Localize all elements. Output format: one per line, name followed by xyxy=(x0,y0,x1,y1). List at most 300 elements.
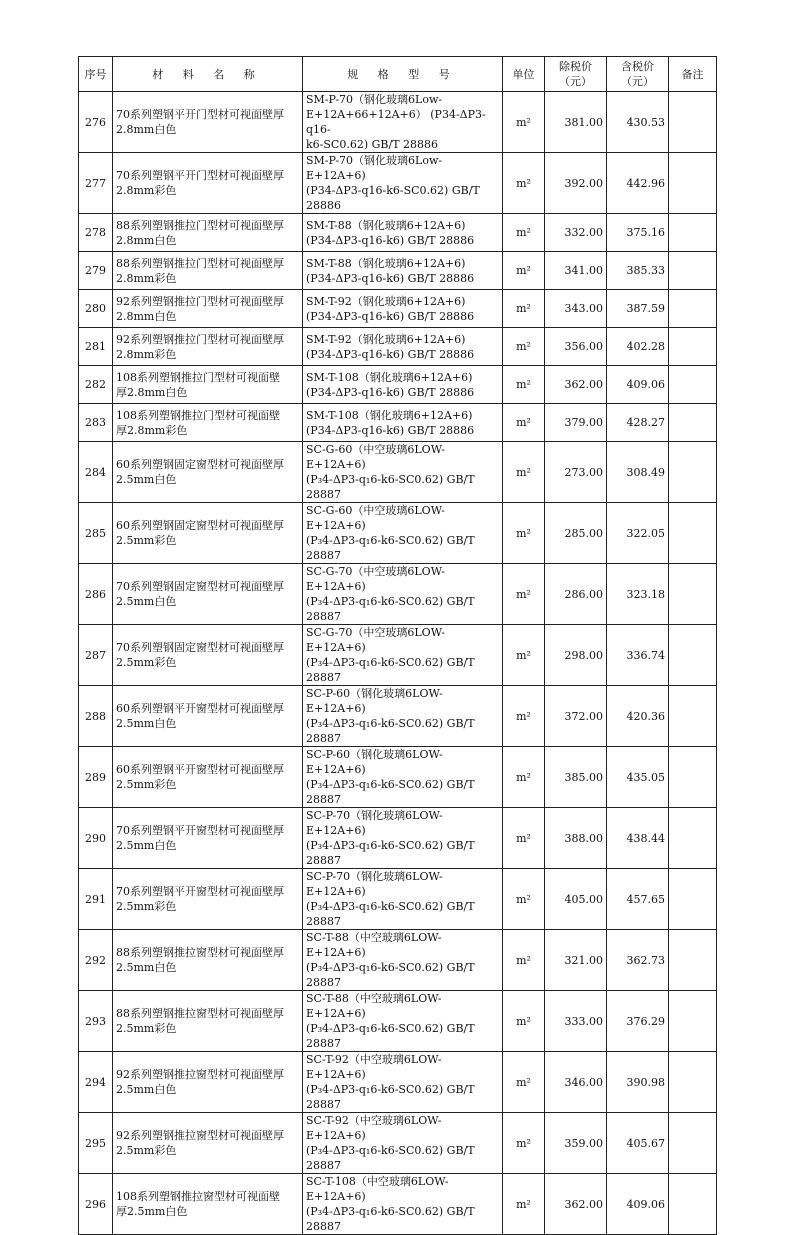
row-spec-line: (P₃4-ΔP3-q₁6-k6-SC0.62) GB/T xyxy=(306,1144,475,1157)
row-name-line: 108系列塑钢推拉窗型材可视面壁 xyxy=(116,1190,280,1203)
row-spec-line: SC-T-108（中空玻璃6LOW-E+12A+6) xyxy=(306,1175,449,1203)
row-spec xyxy=(303,686,503,747)
row-no-line: 277 xyxy=(85,176,106,190)
row-price-ex-line: 379.00 xyxy=(564,416,603,429)
row-spec-line: k6-SC0.62) GB/T 28886 xyxy=(306,138,439,151)
row-unit xyxy=(503,328,545,366)
row-price-ex-line: 381.00 xyxy=(564,115,603,129)
row-spec-line: SC-T-88（中空玻璃6LOW-E+12A+6) xyxy=(306,992,442,1020)
row-spec-line: SC-P-70（钢化玻璃6LOW-E+12A+6) xyxy=(306,870,443,898)
table-row xyxy=(79,808,717,869)
row-name-line: 92系列塑钢推拉窗型材可视面壁厚 xyxy=(116,1068,284,1081)
table-row xyxy=(79,92,717,153)
row-price-ex xyxy=(545,625,607,686)
row-no xyxy=(79,404,113,442)
row-no-line: 279 xyxy=(85,264,106,277)
row-spec-line: (P34-ΔP3-q16-k6) GB/T 28886 xyxy=(306,347,475,361)
row-no xyxy=(79,503,113,564)
row-name-line: 92系列塑钢推拉门型材可视面壁厚 xyxy=(116,294,284,308)
row-name xyxy=(113,747,303,808)
row-no-line: 282 xyxy=(85,378,106,391)
row-remark xyxy=(669,1052,717,1113)
row-remark xyxy=(669,1174,717,1235)
row-name xyxy=(113,625,303,686)
row-price-in-line: 390.98 xyxy=(626,1075,665,1089)
table-row xyxy=(79,442,717,503)
table-row xyxy=(79,625,717,686)
row-no xyxy=(79,92,113,153)
table-row xyxy=(79,366,717,404)
row-name-line: 厚2.8mm白色 xyxy=(116,385,188,399)
row-remark xyxy=(669,930,717,991)
row-spec xyxy=(303,808,503,869)
row-price-in xyxy=(607,503,669,564)
row-spec xyxy=(303,991,503,1052)
row-unit-line: m² xyxy=(516,264,531,277)
row-spec-line: SM-T-108（钢化玻璃6+12A+6) xyxy=(306,370,473,384)
row-name-line: 2.8mm白色 xyxy=(116,123,177,136)
row-no-line: 280 xyxy=(85,302,106,315)
row-spec-line: 28887 xyxy=(306,1098,341,1111)
row-price-in-line: 405.67 xyxy=(626,1136,665,1150)
row-price-ex xyxy=(545,92,607,153)
row-remark xyxy=(669,92,717,153)
row-name-line: 2.5mm白色 xyxy=(116,595,177,608)
row-name xyxy=(113,404,303,442)
row-spec-line: SC-G-70（中空玻璃6LOW-E+12A+6) xyxy=(306,565,445,593)
header-unit: 单位 xyxy=(503,57,545,92)
row-price-ex-line: 333.00 xyxy=(564,1014,603,1028)
row-unit xyxy=(503,366,545,404)
row-no-line: 284 xyxy=(85,465,106,479)
price-table xyxy=(78,56,717,1235)
row-unit xyxy=(503,252,545,290)
row-unit-line: m² xyxy=(516,465,531,479)
row-spec-line: 28887 xyxy=(306,1037,341,1050)
row-spec-line: SM-T-92（钢化玻璃6+12A+6) xyxy=(306,294,466,308)
row-no xyxy=(79,686,113,747)
row-name-line: 2.8mm彩色 xyxy=(116,271,177,285)
row-spec-line: SM-P-70（钢化玻璃6Low-E+12A+6) xyxy=(306,154,443,182)
row-price-in xyxy=(607,214,669,252)
row-spec-line: SC-T-92（中空玻璃6LOW-E+12A+6) xyxy=(306,1114,442,1142)
row-price-ex xyxy=(545,686,607,747)
row-price-in xyxy=(607,869,669,930)
row-name-line: 2.8mm彩色 xyxy=(116,184,177,197)
row-name xyxy=(113,930,303,991)
row-unit-line: m² xyxy=(516,709,531,723)
row-name-line: 88系列塑钢推拉窗型材可视面壁厚 xyxy=(116,946,284,959)
header-price-ex-unit: （元） xyxy=(559,75,592,88)
row-price-ex-line: 388.00 xyxy=(564,831,603,845)
row-spec-line: SC-P-60（钢化玻璃6LOW-E+12A+6) xyxy=(306,748,443,776)
row-name-line: 2.5mm白色 xyxy=(116,961,177,974)
row-unit xyxy=(503,869,545,930)
header-price-ex-label: 除税价 xyxy=(559,60,592,73)
row-price-in-line: 409.06 xyxy=(626,1197,665,1211)
row-unit-line: m² xyxy=(516,1014,531,1028)
row-price-in-line: 409.06 xyxy=(626,378,665,391)
row-price-in xyxy=(607,328,669,366)
row-no xyxy=(79,564,113,625)
row-no xyxy=(79,252,113,290)
row-price-ex-line: 385.00 xyxy=(564,770,603,784)
row-spec-line: (P₃4-ΔP3-q₁6-k6-SC0.62) GB/T xyxy=(306,534,475,547)
row-unit xyxy=(503,808,545,869)
row-name xyxy=(113,366,303,404)
row-price-ex xyxy=(545,808,607,869)
row-name xyxy=(113,1052,303,1113)
row-name-line: 108系列塑钢推拉门型材可视面壁 xyxy=(116,370,280,384)
row-unit-line: m² xyxy=(516,226,531,239)
row-unit xyxy=(503,686,545,747)
row-unit xyxy=(503,404,545,442)
row-no-line: 294 xyxy=(85,1075,106,1089)
row-remark xyxy=(669,503,717,564)
row-price-ex xyxy=(545,214,607,252)
row-price-in xyxy=(607,252,669,290)
row-no-line: 293 xyxy=(85,1014,106,1028)
row-price-in-line: 457.65 xyxy=(626,892,665,906)
row-unit xyxy=(503,564,545,625)
table-row xyxy=(79,153,717,214)
row-no xyxy=(79,991,113,1052)
header-price-ex xyxy=(545,57,607,92)
row-no xyxy=(79,1052,113,1113)
row-price-ex-line: 332.00 xyxy=(564,226,603,239)
table-row xyxy=(79,747,717,808)
row-unit xyxy=(503,442,545,503)
row-unit xyxy=(503,290,545,328)
row-spec-line: (P₃4-ΔP3-q₁6-k6-SC0.62) GB/T xyxy=(306,656,475,669)
row-no-line: 296 xyxy=(85,1197,106,1211)
row-spec xyxy=(303,564,503,625)
row-no-line: 283 xyxy=(85,416,106,429)
row-no-line: 281 xyxy=(85,340,106,353)
row-price-in-line: 402.28 xyxy=(626,340,665,353)
row-name xyxy=(113,92,303,153)
row-unit-line: m² xyxy=(516,378,531,391)
row-price-in xyxy=(607,991,669,1052)
row-unit xyxy=(503,930,545,991)
row-spec-line: SC-G-70（中空玻璃6LOW-E+12A+6) xyxy=(306,626,445,654)
row-unit-line: m² xyxy=(516,340,531,353)
row-unit xyxy=(503,1052,545,1113)
row-price-ex xyxy=(545,869,607,930)
row-price-in-line: 430.53 xyxy=(626,115,665,129)
row-price-in-line: 428.27 xyxy=(626,416,665,429)
row-unit-line: m² xyxy=(516,1075,531,1089)
row-name xyxy=(113,252,303,290)
row-remark xyxy=(669,564,717,625)
row-name xyxy=(113,564,303,625)
row-spec-line: 28887 xyxy=(306,732,341,745)
row-name-line: 2.5mm白色 xyxy=(116,717,177,730)
row-price-ex xyxy=(545,328,607,366)
row-no-line: 287 xyxy=(85,648,106,662)
row-remark xyxy=(669,808,717,869)
row-price-in xyxy=(607,686,669,747)
row-name-line: 2.5mm白色 xyxy=(116,839,177,852)
row-spec-line: (P34-ΔP3-q16-k6-SC0.62) GB/T xyxy=(306,184,480,197)
table-body xyxy=(79,92,717,1235)
table-row xyxy=(79,686,717,747)
row-name-line: 2.8mm白色 xyxy=(116,309,177,323)
row-name-line: 2.8mm白色 xyxy=(116,233,177,247)
row-name-line: 70系列塑钢平开门型材可视面壁厚 xyxy=(116,169,284,182)
row-spec-line: SM-T-88（钢化玻璃6+12A+6) xyxy=(306,256,466,270)
table-row xyxy=(79,214,717,252)
row-price-ex-line: 372.00 xyxy=(564,709,603,723)
row-remark xyxy=(669,328,717,366)
row-price-in-line: 376.29 xyxy=(626,1014,665,1028)
row-price-in xyxy=(607,153,669,214)
row-remark xyxy=(669,686,717,747)
row-price-in xyxy=(607,564,669,625)
row-price-ex-line: 392.00 xyxy=(564,176,603,190)
row-no xyxy=(79,153,113,214)
row-spec xyxy=(303,1174,503,1235)
row-spec-line: (P₃4-ΔP3-q₁6-k6-SC0.62) GB/T xyxy=(306,595,475,608)
row-price-in-line: 375.16 xyxy=(626,226,665,239)
row-no xyxy=(79,366,113,404)
row-unit xyxy=(503,625,545,686)
row-remark xyxy=(669,442,717,503)
row-price-ex xyxy=(545,252,607,290)
row-spec-line: 28887 xyxy=(306,793,341,806)
table-row xyxy=(79,930,717,991)
row-unit-line: m² xyxy=(516,1136,531,1150)
row-name-line: 70系列塑钢固定窗型材可视面壁厚 xyxy=(116,580,284,593)
row-price-ex-line: 285.00 xyxy=(564,526,603,540)
row-price-ex xyxy=(545,290,607,328)
row-price-ex xyxy=(545,1174,607,1235)
row-name-line: 88系列塑钢推拉门型材可视面壁厚 xyxy=(116,256,284,270)
row-no xyxy=(79,869,113,930)
row-name xyxy=(113,1174,303,1235)
header-no: 序号 xyxy=(79,57,113,92)
row-spec xyxy=(303,153,503,214)
row-price-in xyxy=(607,808,669,869)
row-unit-line: m² xyxy=(516,648,531,662)
row-name-line: 2.5mm彩色 xyxy=(116,778,177,791)
row-price-in xyxy=(607,366,669,404)
row-spec-line: SC-T-88（中空玻璃6LOW-E+12A+6) xyxy=(306,931,442,959)
row-price-in xyxy=(607,404,669,442)
row-spec-line: 28887 xyxy=(306,1159,341,1172)
header-row xyxy=(79,57,717,92)
row-unit-line: m² xyxy=(516,831,531,845)
row-price-ex-line: 362.00 xyxy=(564,378,603,391)
row-no-line: 276 xyxy=(85,115,106,129)
row-price-ex xyxy=(545,153,607,214)
row-no xyxy=(79,328,113,366)
row-spec-line: SM-T-108（钢化玻璃6+12A+6) xyxy=(306,408,473,422)
table-row xyxy=(79,328,717,366)
row-remark xyxy=(669,214,717,252)
row-name-line: 厚2.8mm彩色 xyxy=(116,423,188,437)
row-spec-line: (P₃4-ΔP3-q₁6-k6-SC0.62) GB/T xyxy=(306,473,475,486)
row-price-ex-line: 343.00 xyxy=(564,302,603,315)
row-name xyxy=(113,869,303,930)
row-name-line: 2.8mm彩色 xyxy=(116,347,177,361)
row-no-line: 295 xyxy=(85,1136,106,1150)
row-price-in xyxy=(607,92,669,153)
row-unit-line: m² xyxy=(516,953,531,967)
row-name xyxy=(113,808,303,869)
row-price-ex-line: 341.00 xyxy=(564,264,603,277)
row-spec xyxy=(303,930,503,991)
row-name xyxy=(113,503,303,564)
row-spec xyxy=(303,366,503,404)
row-spec-line: SC-P-60（钢化玻璃6LOW-E+12A+6) xyxy=(306,687,443,715)
row-name-line: 2.5mm白色 xyxy=(116,473,177,486)
row-spec-line: 28887 xyxy=(306,915,341,928)
table-row xyxy=(79,503,717,564)
row-name xyxy=(113,442,303,503)
row-unit-line: m² xyxy=(516,526,531,540)
row-price-in-line: 308.49 xyxy=(626,465,665,479)
header-spec: 规 格 型 号 xyxy=(303,57,503,92)
row-spec-line: (P34-ΔP3-q16-k6) GB/T 28886 xyxy=(306,309,475,323)
row-name-line: 2.5mm彩色 xyxy=(116,534,177,547)
row-price-ex xyxy=(545,366,607,404)
row-no-line: 285 xyxy=(85,526,106,540)
row-price-ex-line: 346.00 xyxy=(564,1075,603,1089)
row-spec-line: (P34-ΔP3-q16-k6) GB/T 28886 xyxy=(306,385,475,399)
row-no xyxy=(79,1174,113,1235)
row-unit xyxy=(503,153,545,214)
row-name-line: 92系列塑钢推拉门型材可视面壁厚 xyxy=(116,332,284,346)
row-name xyxy=(113,214,303,252)
row-spec-line: 28887 xyxy=(306,610,341,623)
row-spec-line: (P34-ΔP3-q16-k6) GB/T 28886 xyxy=(306,423,475,437)
row-spec xyxy=(303,625,503,686)
row-name-line: 70系列塑钢固定窗型材可视面壁厚 xyxy=(116,641,284,654)
row-unit xyxy=(503,214,545,252)
row-name-line: 70系列塑钢平开窗型材可视面壁厚 xyxy=(116,885,284,898)
row-spec-line: SC-T-92（中空玻璃6LOW-E+12A+6) xyxy=(306,1053,442,1081)
row-unit xyxy=(503,92,545,153)
row-remark xyxy=(669,252,717,290)
row-price-in xyxy=(607,442,669,503)
table-row xyxy=(79,404,717,442)
row-spec xyxy=(303,442,503,503)
row-name-line: 70系列塑钢平开门型材可视面壁厚 xyxy=(116,108,284,121)
row-spec-line: (P₃4-ΔP3-q₁6-k6-SC0.62) GB/T xyxy=(306,1083,475,1096)
row-name-line: 60系列塑钢固定窗型材可视面壁厚 xyxy=(116,458,284,471)
row-price-ex-line: 298.00 xyxy=(564,648,603,662)
row-price-ex-line: 359.00 xyxy=(564,1136,603,1150)
row-name-line: 108系列塑钢推拉门型材可视面壁 xyxy=(116,408,280,422)
row-price-in-line: 336.74 xyxy=(626,648,665,662)
row-unit-line: m² xyxy=(516,176,531,190)
row-spec xyxy=(303,252,503,290)
row-spec xyxy=(303,869,503,930)
row-price-ex xyxy=(545,991,607,1052)
row-name-line: 2.5mm彩色 xyxy=(116,1144,177,1157)
row-name xyxy=(113,328,303,366)
row-spec-line: 28886 xyxy=(306,199,341,212)
table-row xyxy=(79,252,717,290)
row-name-line: 60系列塑钢固定窗型材可视面壁厚 xyxy=(116,519,284,532)
row-price-in xyxy=(607,747,669,808)
row-spec-line: SC-G-60（中空玻璃6LOW-E+12A+6) xyxy=(306,504,445,532)
row-spec-line: SC-G-60（中空玻璃6LOW-E+12A+6) xyxy=(306,443,445,471)
row-name-line: 60系列塑钢平开窗型材可视面壁厚 xyxy=(116,763,284,776)
row-unit xyxy=(503,1174,545,1235)
row-no-line: 289 xyxy=(85,770,106,784)
row-unit-line: m² xyxy=(516,1197,531,1211)
row-unit-line: m² xyxy=(516,115,531,129)
row-no xyxy=(79,808,113,869)
row-price-ex-line: 286.00 xyxy=(564,587,603,601)
row-spec-line: SC-P-70（钢化玻璃6LOW-E+12A+6) xyxy=(306,809,443,837)
table-row xyxy=(79,991,717,1052)
row-name-line: 2.5mm彩色 xyxy=(116,900,177,913)
row-spec-line: 28887 xyxy=(306,671,341,684)
row-spec xyxy=(303,1052,503,1113)
header-name: 材 料 名 称 xyxy=(113,57,303,92)
row-price-in-line: 438.44 xyxy=(626,831,665,845)
row-name-line: 88系列塑钢推拉窗型材可视面壁厚 xyxy=(116,1007,284,1020)
row-no-line: 290 xyxy=(85,831,106,845)
row-price-ex xyxy=(545,404,607,442)
row-price-in xyxy=(607,625,669,686)
row-price-ex xyxy=(545,1052,607,1113)
row-spec-line: (P₃4-ΔP3-q₁6-k6-SC0.62) GB/T xyxy=(306,900,475,913)
row-spec-line: SM-T-92（钢化玻璃6+12A+6) xyxy=(306,332,466,346)
header-remark: 备注 xyxy=(669,57,717,92)
row-spec-line: (P₃4-ΔP3-q₁6-k6-SC0.62) GB/T xyxy=(306,1022,475,1035)
row-spec-line: 28887 xyxy=(306,549,341,562)
row-name xyxy=(113,290,303,328)
row-spec xyxy=(303,503,503,564)
row-price-ex xyxy=(545,564,607,625)
row-price-ex xyxy=(545,930,607,991)
header-price-in-unit: （元） xyxy=(621,75,654,88)
row-no-line: 292 xyxy=(85,953,106,967)
header-price-in xyxy=(607,57,669,92)
row-name-line: 厚2.5mm白色 xyxy=(116,1205,188,1218)
row-remark xyxy=(669,991,717,1052)
row-spec-line: (P34-ΔP3-q16-k6) GB/T 28886 xyxy=(306,233,475,247)
row-price-ex-line: 362.00 xyxy=(564,1197,603,1211)
row-price-ex xyxy=(545,747,607,808)
row-no xyxy=(79,290,113,328)
row-spec-line: (P₃4-ΔP3-q₁6-k6-SC0.62) GB/T xyxy=(306,839,475,852)
row-name-line: 88系列塑钢推拉门型材可视面壁厚 xyxy=(116,218,284,232)
row-price-ex xyxy=(545,442,607,503)
row-price-in xyxy=(607,290,669,328)
row-remark xyxy=(669,290,717,328)
row-unit-line: m² xyxy=(516,587,531,601)
row-name xyxy=(113,991,303,1052)
row-spec-line: (P₃4-ΔP3-q₁6-k6-SC0.62) GB/T xyxy=(306,961,475,974)
row-no-line: 291 xyxy=(85,892,106,906)
row-price-in-line: 322.05 xyxy=(626,526,665,540)
table-row xyxy=(79,1052,717,1113)
row-name-line: 60系列塑钢平开窗型材可视面壁厚 xyxy=(116,702,284,715)
row-remark xyxy=(669,153,717,214)
row-no xyxy=(79,442,113,503)
row-price-in-line: 420.36 xyxy=(626,709,665,723)
row-remark xyxy=(669,366,717,404)
row-price-in-line: 385.33 xyxy=(626,264,665,277)
row-name-line: 92系列塑钢推拉窗型材可视面壁厚 xyxy=(116,1129,284,1142)
row-spec-line: (P₃4-ΔP3-q₁6-k6-SC0.62) GB/T xyxy=(306,778,475,791)
row-price-in-line: 323.18 xyxy=(626,587,665,601)
